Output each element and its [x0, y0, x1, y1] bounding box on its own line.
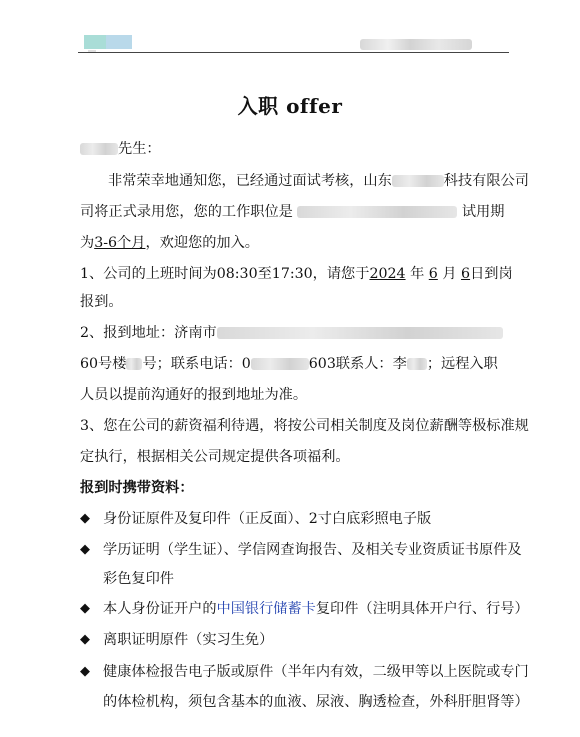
item1-line1: 1、公司的上班时间为08:30至17:30，请您于2024 年 6 月 6日到岗 [80, 266, 513, 282]
material-item-2-line2: 彩色复印件 [103, 571, 174, 587]
material-item-5-line2: 的体检机构，须包含基本的血液、尿液、胸透检查，外科肝胆肾等） [103, 694, 529, 710]
material-item-3: 本人身份证开户的中国银行储蓄卡复印件（注明具体开户行、行号） [103, 601, 529, 617]
bullet-icon: ◆ [80, 601, 90, 616]
redacted-position [297, 206, 457, 218]
bullet-icon: ◆ [80, 632, 90, 647]
start-month: 6 [428, 266, 438, 282]
redacted-name [80, 143, 118, 155]
greeting-line [80, 139, 510, 159]
item2-line1: 2、报到地址：济南市 [80, 323, 510, 343]
start-year: 2024 [369, 266, 406, 282]
header-divider [78, 52, 509, 53]
probation-period: 3-6个月 [94, 235, 146, 251]
bullet-icon: ◆ [80, 542, 90, 557]
para1-line3: 为3-6个月，欢迎您的加入。 [80, 235, 259, 251]
company-logo [84, 35, 132, 49]
item1-line2: 报到。 [80, 294, 123, 310]
bullet-icon: ◆ [80, 511, 90, 526]
logo-left-block [84, 35, 106, 49]
materials-heading: 报到时携带资料： [80, 480, 194, 496]
document-title: 入职 offer [237, 94, 343, 118]
start-day: 6 [461, 266, 471, 282]
material-item-4: 离职证明原件（实习生免） [103, 632, 274, 648]
redacted-contact [407, 358, 427, 370]
logo-right-block [106, 35, 132, 49]
bank-name: 中国银行储蓄卡 [216, 601, 316, 617]
para1-line1: 非常荣幸地通知您，已经通过面试考核，山东 科技有限公司 [108, 173, 529, 189]
redacted-room [126, 358, 142, 370]
greeting-text: 先生： [118, 141, 161, 157]
para1-line2: 司将正式录用您，您的工作职位是 试用期 [80, 204, 505, 220]
redacted-phone [251, 358, 309, 370]
redacted-company [392, 175, 444, 187]
item3-line1: 3、您在公司的薪资福利待遇，将按公司相关制度及岗位薪酬等极标准规 [80, 418, 529, 434]
header-redacted-text [360, 39, 472, 50]
redacted-address [217, 327, 503, 339]
bullet-icon: ◆ [80, 664, 90, 679]
item3-line2: 定执行，根据相关公司规定提供各项福利。 [80, 449, 350, 465]
material-item-1: 身份证原件及复印件（正反面）、2寸白底彩照电子版 [103, 511, 432, 527]
item2-line2: 60号楼 号；联系电话：0 603联系人：李 ；远程入职 [80, 356, 498, 372]
item2-line3: 人员以提前沟通好的报到地址为准。 [80, 387, 308, 403]
material-item-2-line1: 学历证明（学生证）、学信网查询报告、及相关专业资质证书原件及 [103, 542, 522, 558]
material-item-5-line1: 健康体检报告电子版或原件（半年内有效，二级甲等以上医院或专门 [103, 664, 529, 680]
